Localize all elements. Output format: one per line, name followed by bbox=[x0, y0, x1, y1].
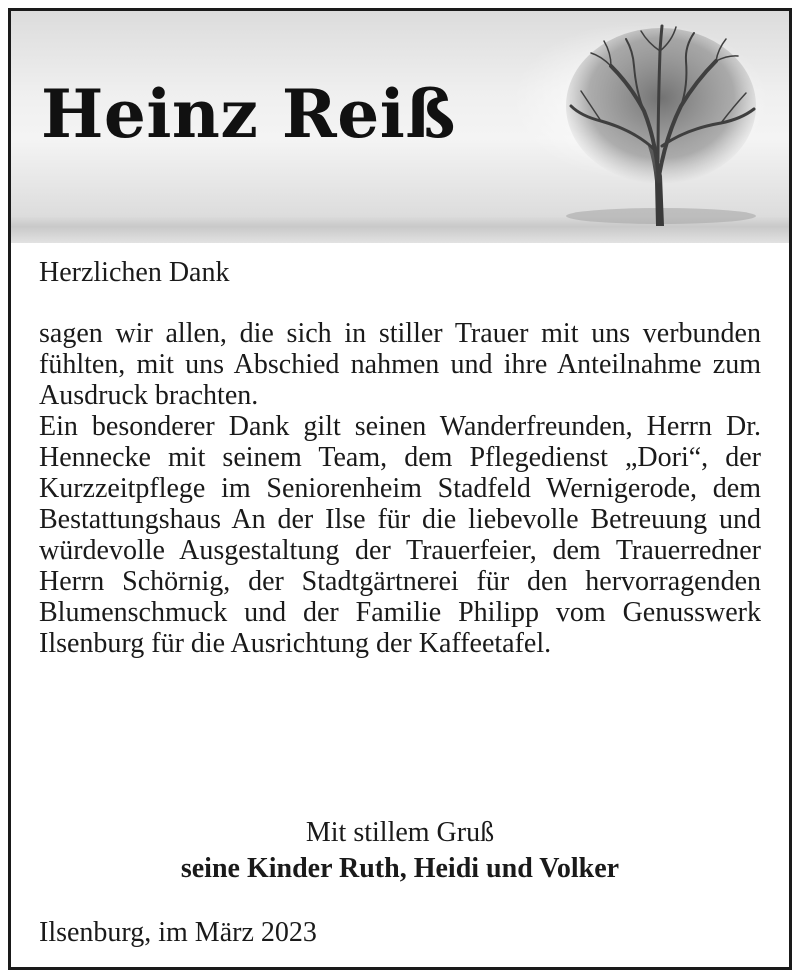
thanks-paragraph-2: Ein besonderer Dank gilt seinen Wanderfreunden, Herrn Dr. Hennecke mit seinem Team, dem Pflegedienst „Dori“, der Kurzzeitpflege im Seniorenheim Stadfeld Wernigerode, dem Bestattungshaus An der Ilse für die liebevolle Betreuung und würdevolle Ausgestaltung der Trauerfeier, dem Trauerredner Herrn Schörnig, der Stadtgärtnerei für den hervorragenden Blumenschmuck und der Familie Philipp vom Genusswerk Ilsenburg für die Ausrichtung der Kaffeetafel. bbox=[39, 411, 761, 659]
thanks-paragraph-1: sagen wir allen, die sich in stiller Trauer mit uns verbunden fühlten, mit uns Abschied nahmen und ihre Anteilnahme zum Ausdruck brachten. bbox=[39, 318, 761, 411]
place-date: Ilsenburg, im März 2023 bbox=[39, 917, 317, 948]
signers: seine Kinder Ruth, Heidi und Volker bbox=[180, 853, 620, 884]
deceased-name: Heinz Reiß bbox=[41, 75, 456, 153]
closing-greeting: Mit stillem Gruß bbox=[305, 817, 495, 848]
tree-image bbox=[556, 11, 766, 243]
thanks-heading: Herzlichen Dank bbox=[39, 257, 230, 288]
obituary-frame bbox=[8, 8, 792, 970]
header-banner bbox=[11, 11, 789, 243]
